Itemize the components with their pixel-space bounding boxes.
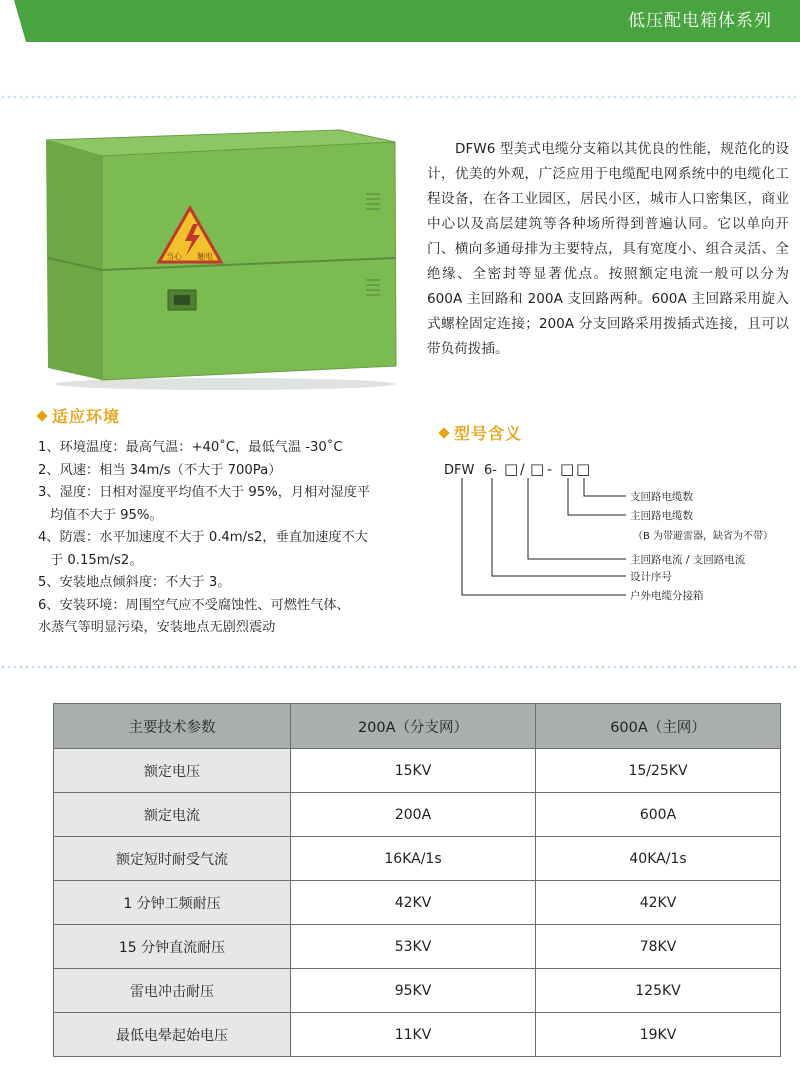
warning-text-left: 当心 <box>166 252 182 261</box>
dotted-divider-bottom <box>0 664 800 670</box>
table-row <box>54 969 781 1013</box>
label-arrester-note: （B 为带避雷器，缺省为不带） <box>633 531 774 542</box>
leader-lines <box>462 478 626 595</box>
table-row <box>54 793 781 837</box>
list-item-continuation: 于 0.15m/s2。 <box>50 552 143 568</box>
table-row <box>54 925 781 969</box>
value-200a: 95KV <box>291 969 536 1013</box>
code-number: 6- <box>484 463 497 478</box>
param-name: 额定电压 <box>54 749 291 793</box>
value-200a: 15KV <box>291 749 536 793</box>
spec-table <box>53 703 781 1057</box>
value-600a: 42KV <box>536 881 781 925</box>
intro-paragraph: DFW6 型美式电缆分支箱以其优良的性能，规范化的设计，优美的外观，广泛应用于电缆配电网系统中的电缆化工程设备，在各工业园区，居民小区，城市人口密集区，商业中心以及高层建筑等各种场所得到普遍认同。它以单向开门、横向多通母排为主要特点，具有宽度小、组合灵活、全绝缘、全密封等显著优点。按照额定电流一般可以分为 600A 主回路和 200A 支回路两种。600A 主回路采用旋入式螺栓固定连接；200A 分支回路采用拨插式连接，且可以带负荷拨插。 <box>427 141 789 357</box>
param-name: 额定电流 <box>54 793 291 837</box>
column-header: 600A（主网） <box>536 704 781 749</box>
diamond-bullet-icon <box>438 427 449 438</box>
label-branch-cables: 支回路电缆数 <box>630 491 693 503</box>
list-item <box>38 482 420 527</box>
diamond-bullet-icon <box>36 410 47 421</box>
code-slash: / <box>520 462 525 478</box>
table-row <box>54 1013 781 1057</box>
warning-text-right: 触电 <box>197 252 213 261</box>
environment-list <box>38 437 420 640</box>
value-600a: 19KV <box>536 1013 781 1057</box>
code-dash: - <box>547 462 553 478</box>
product-photo <box>40 128 402 390</box>
page-title: 低压配电箱体系列 <box>628 11 772 31</box>
code-prefix: DFW <box>444 463 475 478</box>
code-slot-branch-cables: □ <box>576 460 591 478</box>
table-row <box>54 881 781 925</box>
label-design-number: 设计序号 <box>630 571 672 583</box>
list-item-text: 1、环境温度：最高气温：+40˚C，最低气温 -30˚C <box>38 440 343 455</box>
value-200a: 42KV <box>291 881 536 925</box>
value-200a: 11KV <box>291 1013 536 1057</box>
environment-heading <box>38 404 120 427</box>
label-current: 主回路电流 / 支回路电流 <box>630 554 746 566</box>
model-heading-text: 型号含义 <box>454 424 523 443</box>
value-200a: 200A <box>291 793 536 837</box>
value-200a: 53KV <box>291 925 536 969</box>
param-name: 1 分钟工频耐压 <box>54 881 291 925</box>
lock-icon <box>168 290 196 310</box>
code-slot-current-main: □ <box>504 460 519 478</box>
value-600a: 600A <box>536 793 781 837</box>
table-row <box>54 749 781 793</box>
list-item-continuation: 水蒸气等明显污染，安装地点无剧烈震动 <box>38 620 276 635</box>
code-slot-main-cables: □ <box>560 460 575 478</box>
list-item-text: 4、防震：水平加速度不大于 0.4m/s2，垂直加速度不大 <box>38 530 368 545</box>
value-600a: 78KV <box>536 925 781 969</box>
column-header: 200A（分支网） <box>291 704 536 749</box>
list-item-text: 3、湿度：日相对湿度平均值不大于 95%，月相对湿度平 <box>38 485 371 500</box>
list-item <box>38 527 420 572</box>
value-600a: 15/25KV <box>536 749 781 793</box>
list-item <box>38 437 420 460</box>
label-product-type: 户外电缆分接箱 <box>630 590 704 602</box>
list-item-text: 5、安装地点倾斜度：不大于 3。 <box>38 575 231 590</box>
model-heading <box>440 421 522 444</box>
list-item-continuation: 均值不大于 95%。 <box>50 507 163 523</box>
param-name: 15 分钟直流耐压 <box>54 925 291 969</box>
param-name: 雷电冲击耐压 <box>54 969 291 1013</box>
param-name: 最低电晕起始电压 <box>54 1013 291 1057</box>
environment-heading-text: 适应环境 <box>52 407 121 426</box>
list-item-text: 6、安装环境：周围空气应不受腐蚀性、可燃性气体、 <box>38 597 350 613</box>
label-main-cables: 主回路电缆数 <box>630 510 693 522</box>
list-item <box>38 460 420 483</box>
value-600a: 40KA/1s <box>536 837 781 881</box>
table-header-row <box>54 704 781 749</box>
list-item-text: 2、风速：相当 34m/s（不大于 700Pa） <box>38 462 282 478</box>
dotted-divider-top <box>0 94 800 100</box>
list-item <box>38 572 420 595</box>
table-row <box>54 837 781 881</box>
model-code-diagram <box>440 452 798 612</box>
value-200a: 16KA/1s <box>291 837 536 881</box>
value-600a: 125KV <box>536 969 781 1013</box>
param-name: 额定短时耐受气流 <box>54 837 291 881</box>
list-item <box>38 595 420 640</box>
header-bar <box>0 0 800 42</box>
code-slot-current-branch: □ <box>530 460 545 478</box>
column-header: 主要技术参数 <box>54 704 291 749</box>
